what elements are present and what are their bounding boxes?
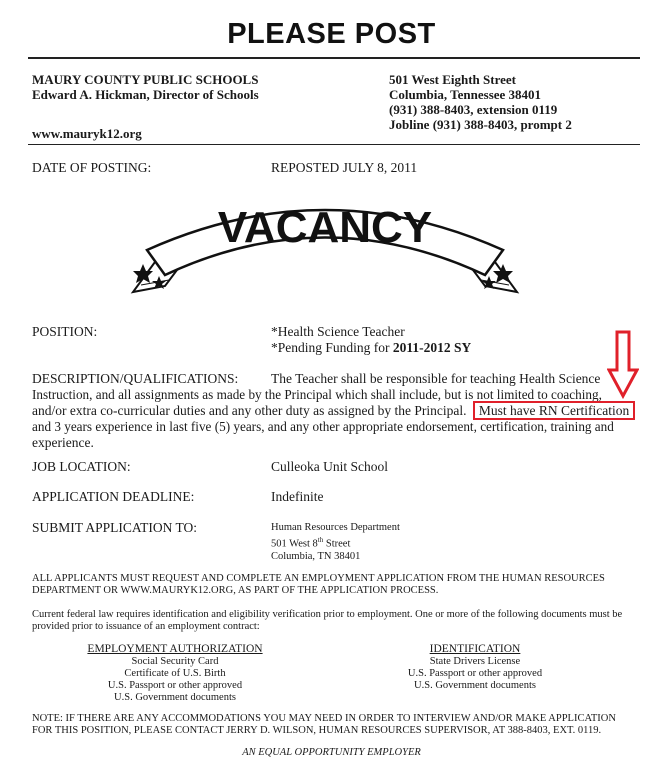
position-line-1: *Health Science Teacher bbox=[271, 324, 405, 339]
application-notice: ALL APPLICANTS MUST REQUEST AND COMPLETE AN EMPLOYMENT APPLICATION FROM THE HUMAN RESOURCES DEPARTMENT OR WWW.MAURYK12.ORG, AS PART OF THE APPLICATION PROCESS. bbox=[32, 573, 605, 596]
position-label: POSITION: bbox=[32, 324, 98, 339]
rn-certification-highlight: Must have RN Certification bbox=[473, 401, 635, 420]
description-line-5: experience. bbox=[32, 435, 94, 450]
submit-street-suffix: Street bbox=[323, 538, 351, 550]
website-link[interactable]: www.mauryk12.org bbox=[32, 126, 142, 141]
header-divider-2 bbox=[28, 144, 640, 145]
location-label: JOB LOCATION: bbox=[32, 459, 131, 474]
address-line-1: 501 West Eighth Street bbox=[389, 72, 516, 87]
position-line-2 bbox=[271, 340, 471, 356]
submit-line-2 bbox=[271, 534, 400, 551]
vacancy-text: VACANCY bbox=[217, 203, 433, 252]
description-line-2: Instruction, and all assignments as made by the Principal which shall include, but is not limited to coaching, bbox=[32, 387, 602, 402]
posting-label: DATE OF POSTING: bbox=[32, 160, 152, 175]
footer-eoe: AN EQUAL OPPORTUNITY EMPLOYER bbox=[242, 747, 421, 758]
contact-block bbox=[389, 72, 572, 132]
header-divider bbox=[28, 57, 640, 59]
accommodation-note: NOTE: IF THERE ARE ANY ACCOMMODATIONS YOU MAY NEED IN ORDER TO INTERVIEW AND/OR MAKE APPLICATION FOR THIS POSITION, PLEASE CONTACT JERRY D. WILSON, HUMAN RESOURCES SUPERVISOR, AT 388-8403, EXT. 0119. bbox=[32, 713, 616, 736]
submit-street-sup: th bbox=[317, 536, 324, 544]
id-item: U.S. Passport or other approved bbox=[407, 668, 543, 679]
page-title: PLEASE POST bbox=[227, 18, 436, 50]
description-block bbox=[32, 371, 640, 451]
id-item: State Drivers License bbox=[429, 656, 521, 667]
position-year: 2011-2012 SY bbox=[392, 340, 472, 355]
phone-line: (931) 388-8403, extension 0119 bbox=[389, 102, 558, 117]
description-line-4: and 3 years experience in last five (5) years, and any other appropriate endorsement, certification, training and bbox=[32, 419, 614, 434]
submit-address bbox=[271, 522, 400, 563]
deadline-value: Indefinite bbox=[271, 489, 324, 504]
director-name: Edward A. Hickman, Director of Schools bbox=[32, 87, 259, 102]
submit-line-1: Human Resources Department bbox=[271, 522, 400, 533]
description-label: DESCRIPTION/QUALIFICATIONS: bbox=[32, 371, 239, 386]
ea-item: U.S. Government documents bbox=[114, 692, 236, 703]
position-line-2-text: *Pending Funding for bbox=[271, 340, 393, 355]
vacancy-banner bbox=[125, 180, 525, 305]
description-line-1: The Teacher shall be responsible for teaching Health Science bbox=[271, 371, 601, 386]
org-block bbox=[32, 72, 259, 102]
identification-title: IDENTIFICATION bbox=[429, 643, 521, 655]
deadline-label: APPLICATION DEADLINE: bbox=[32, 489, 195, 504]
position-value bbox=[271, 324, 471, 356]
federal-law-notice: Current federal law requires identification and eligibility verification prior to employment. One or more of the following documents must be provided prior to issuance of an employment contract: bbox=[32, 609, 623, 632]
description-line-3: and/or extra co-curricular duties and any other duty as assigned by the Principal. bbox=[32, 403, 467, 418]
submit-label: SUBMIT APPLICATION TO: bbox=[32, 520, 198, 535]
ea-item: Certificate of U.S. Birth bbox=[124, 668, 226, 679]
ea-item: Social Security Card bbox=[131, 656, 219, 667]
submit-street: 501 West 8 bbox=[271, 538, 318, 550]
ea-item: U.S. Passport or other approved bbox=[107, 680, 243, 691]
submit-line-3: Columbia, TN 38401 bbox=[271, 550, 361, 562]
id-item: U.S. Government documents bbox=[414, 680, 536, 691]
location-value: Culleoka Unit School bbox=[271, 459, 388, 474]
posting-value: REPOSTED JULY 8, 2011 bbox=[271, 160, 418, 175]
employment-authorization-title: EMPLOYMENT AUTHORIZATION bbox=[87, 643, 263, 655]
employment-authorization-block bbox=[60, 643, 290, 704]
identification-block bbox=[370, 643, 580, 692]
jobline: Jobline (931) 388-8403, prompt 2 bbox=[389, 117, 572, 132]
org-name: MAURY COUNTY PUBLIC SCHOOLS bbox=[32, 72, 259, 87]
address-line-2: Columbia, Tennessee 38401 bbox=[389, 87, 542, 102]
